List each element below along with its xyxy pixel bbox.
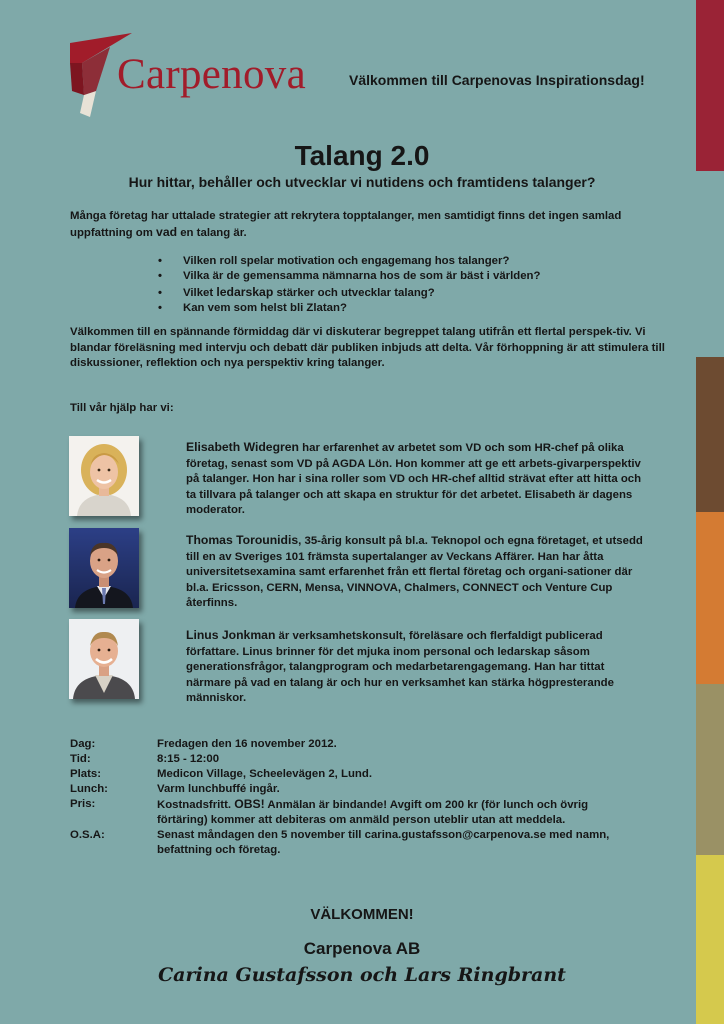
detail-label: O.S.A: [70,829,105,841]
bullet-icon: • [158,255,162,267]
detail-row-price [70,797,637,828]
bullet-text: Vilka är de gemensamma nämnarna hos de som är bäst i världen? [183,270,541,283]
footer-signature: Carina Gustafsson och Lars Ringbrant [158,964,566,986]
detail-row-place [70,767,637,782]
list-item [158,269,540,284]
bullet-text: Vilket [183,286,217,299]
speaker-photo-thomas [69,528,139,608]
speaker-bio-thomas [186,533,646,612]
detail-label: Tid: [70,753,91,765]
stripe-olive [696,684,724,855]
detail-value [157,797,637,828]
list-item [158,301,540,316]
stripe-brown [696,357,724,512]
speaker-name: Elisabeth Widegren [186,440,299,454]
portrait-icon [69,436,139,516]
speaker-name: Thomas Torounidis [186,533,299,547]
event-details [70,737,637,858]
bullet-text: Vilken roll spelar motivation och engagemang hos talanger? [183,255,510,267]
detail-value: Varm lunchbuffé ingår. [157,783,280,795]
speaker-name: Linus Jonkman [186,628,276,642]
intro-text-end: en talang är. [177,226,247,239]
list-item [158,285,540,301]
intro-paragraph [70,209,670,241]
speaker-photo-elisabeth [69,436,139,516]
detail-label: Lunch: [70,783,108,795]
footer-welcome: VÄLKOMMEN! [310,906,414,923]
portrait-icon [69,528,139,608]
page-subtitle: Hur hittar, behåller och utvecklar vi nutidens och framtidens talanger? [128,174,596,190]
bullet-icon: • [158,286,162,299]
bullet-text: Kan vem som helst bli Zlatan? [183,301,347,314]
detail-row-rsvp [70,828,637,858]
detail-value: 8:15 - 12:00 [157,753,220,765]
detail-value: Fredagen den 16 november 2012. [157,738,337,750]
portrait-icon [69,619,139,699]
bullet-icon: • [158,301,162,314]
detail-value: Medicon Village, Scheelevägen 2, Lund. [157,768,373,780]
bullet-emphasis: ledarskap [216,284,274,299]
detail-label: Dag: [70,738,96,750]
speaker-photo-linus [69,619,139,699]
footer-company: Carpenova AB [303,939,421,958]
page-title: Talang 2.0 [294,140,430,171]
detail-row-time [70,752,637,767]
detail-label: Pris: [70,798,96,810]
invitation-paragraph: Välkommen till en spännande förmiddag där vi diskuterar begreppet talang utifrån ett flertal perspek-tiv. Vi blandar föreläsning med intervju och debatt där publiken inbjuds att delta. Vår förhoppning är att stimulera till diskussioner, reflektion och nya perspektiv kring talanger. [70,326,665,369]
intro-emphasis: vad [156,224,178,239]
stripe-slate [696,171,724,357]
speaker-bio-text: , 35-årig konsult på bl.a. Teknopol och egna företaget, et utsedd till en av Sveriges 101 främsta supertalanger av Veckans Affärer. Han har åtta universitetsexamina samt erfarenhet från ett flertal företag och organi-sationer där bl.a. Ericsson, CERN, Mensa, VINNOVA, Chalmers, CONNECT och Venture Cup återfinns. [186,535,643,609]
detail-value-text-end: Anmälan är bindande! Avgift om 200 kr (för lunch och övrig förtäring) kommer att debiteras om anmäld person uteblir utan att meddela. [157,799,589,826]
speaker-bio-elisabeth [186,440,646,519]
speaker-bio-linus [186,628,646,707]
bullet-icon: • [158,270,162,283]
question-list [158,254,540,316]
header-welcome: Välkommen till Carpenovas Inspirationsdag! [349,72,645,88]
speaker-bio-text: har erfarenhet av arbetet som VD och som HR-chef på olika företag, senast som VD på AGDA Lön. Hon kommer att ge ett arbets-givarperspektiv på talanger. Hon har i sina roller som VD och HR-chef alltid strävat efter att hitta och ta tillvara på talanger och att skapa en struktur för det arbetet. Elisabeth är dagens moderator. [186,442,642,516]
bullet-text-end: stärker och utvecklar talang? [273,286,435,299]
detail-value: Senast måndagen den 5 november till carina.gustafsson@carpenova.se med namn, befattning och företag. [157,829,610,856]
list-item [158,254,540,269]
speaker-bio-text: är verksamhetskonsult, föreläsare och flerfaldigt publicerad författare. Linus brinner för det mjuka inom personal och ledarskap såsom generationsfrågor, talangprogram och medarbetarengagemang. Han har tittat närmare på vad en talang är och hur en verksamhet kan stärka högpresterande människor. [186,630,614,704]
helpers-heading: Till vår hjälp har vi: [70,402,174,414]
detail-row-day [70,737,637,752]
intro-text: Många företag har uttalade strategier att rekrytera topptalanger, men samtidigt finns det ingen samlad uppfattning om [70,210,622,239]
detail-value-emphasis: OBS! [234,797,265,811]
stripe-orange [696,512,724,684]
detail-row-lunch [70,782,637,797]
logo-wordmark: Carpenova [117,51,306,98]
detail-value-text: Kostnadsfritt. [157,799,235,811]
detail-label: Plats: [70,768,102,780]
